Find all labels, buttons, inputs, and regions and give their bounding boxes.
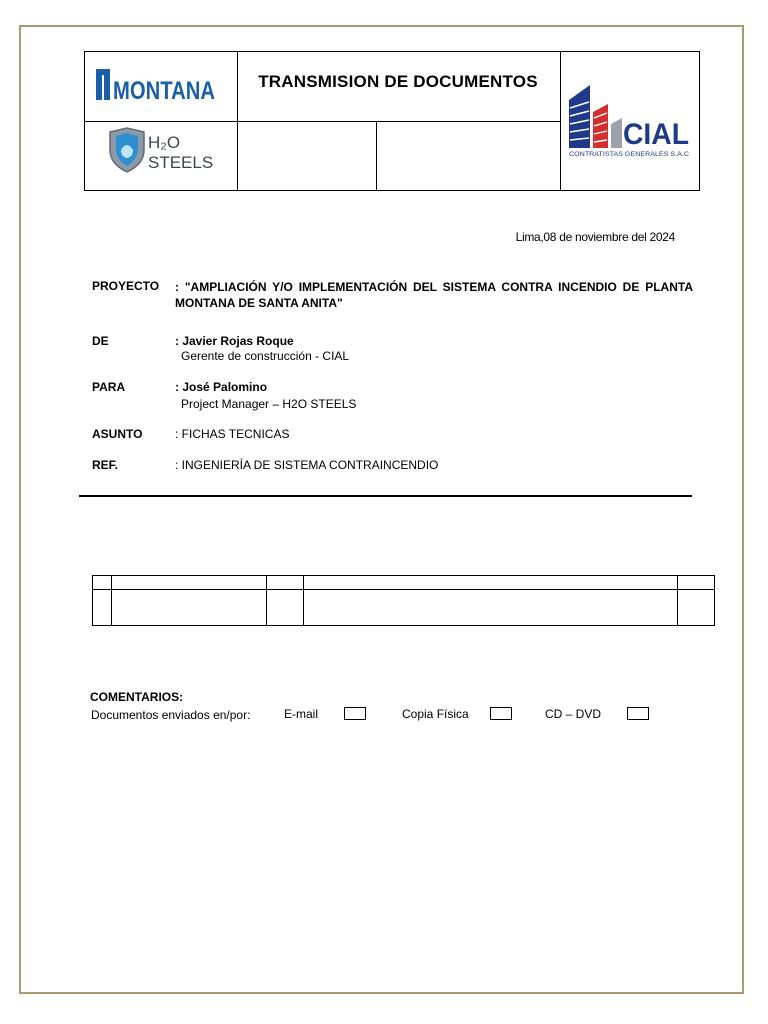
h2o-text: H₂O <box>148 133 181 152</box>
option-email-label: E-mail <box>284 707 319 721</box>
table-column-line <box>111 575 112 626</box>
cial-logo <box>566 82 694 162</box>
de-role: Gerente de construcción - CIAL <box>181 349 350 363</box>
comments-heading: COMENTARIOS: <box>90 690 184 704</box>
steels-text: STEELS <box>148 153 214 172</box>
proyecto-value: : "AMPLIACIÓN Y/O IMPLEMENTACIÓN DEL SISTEMA CONTRA INCENDIO DE PLANTA MONTANA DE SANTA ANITA" <box>175 280 693 310</box>
sent-via-label: Documentos enviados en/por: <box>91 708 251 722</box>
document-date: Lima,08 de noviembre del 2024 <box>515 230 675 244</box>
table-column-line <box>266 575 267 626</box>
montana-logo <box>95 66 220 104</box>
email-checkbox[interactable] <box>344 707 366 720</box>
para-name: : José Palomino <box>175 380 268 394</box>
section-divider <box>79 495 692 497</box>
ref-value: : INGENIERÍA DE SISTEMA CONTRAINCENDIO <box>175 458 439 472</box>
h2o-steels-logo <box>107 126 217 176</box>
table-header-line <box>92 589 715 590</box>
document-title: TRANSMISION DE DOCUMENTOS <box>258 72 538 91</box>
grid-line <box>376 121 377 191</box>
ref-label: REF. <box>92 458 119 472</box>
asunto-label: ASUNTO <box>92 427 143 441</box>
option-copia-fisica-label: Copia Física <box>402 707 469 721</box>
table-column-line <box>303 575 304 626</box>
grid-line <box>84 121 560 122</box>
para-role: Project Manager – H2O STEELS <box>181 397 357 411</box>
de-name: : Javier Rojas Roque <box>175 334 294 348</box>
cd-dvd-checkbox[interactable] <box>627 707 649 720</box>
copia-fisica-checkbox[interactable] <box>490 707 512 720</box>
cial-tagline: CONTRATISTAS GENERALES S.A.C <box>569 151 690 158</box>
option-cd-dvd-label: CD – DVD <box>545 707 602 721</box>
grid-line <box>560 51 561 191</box>
cial-logo-text: CIAL <box>623 118 689 151</box>
documents-table <box>92 575 715 626</box>
para-label: PARA <box>92 380 126 394</box>
proyecto-label: PROYECTO <box>92 279 160 293</box>
asunto-value: : FICHAS TECNICAS <box>175 427 290 441</box>
de-label: DE <box>92 334 109 348</box>
montana-logo-text: MONTANA <box>113 77 215 105</box>
table-column-line <box>677 575 678 626</box>
